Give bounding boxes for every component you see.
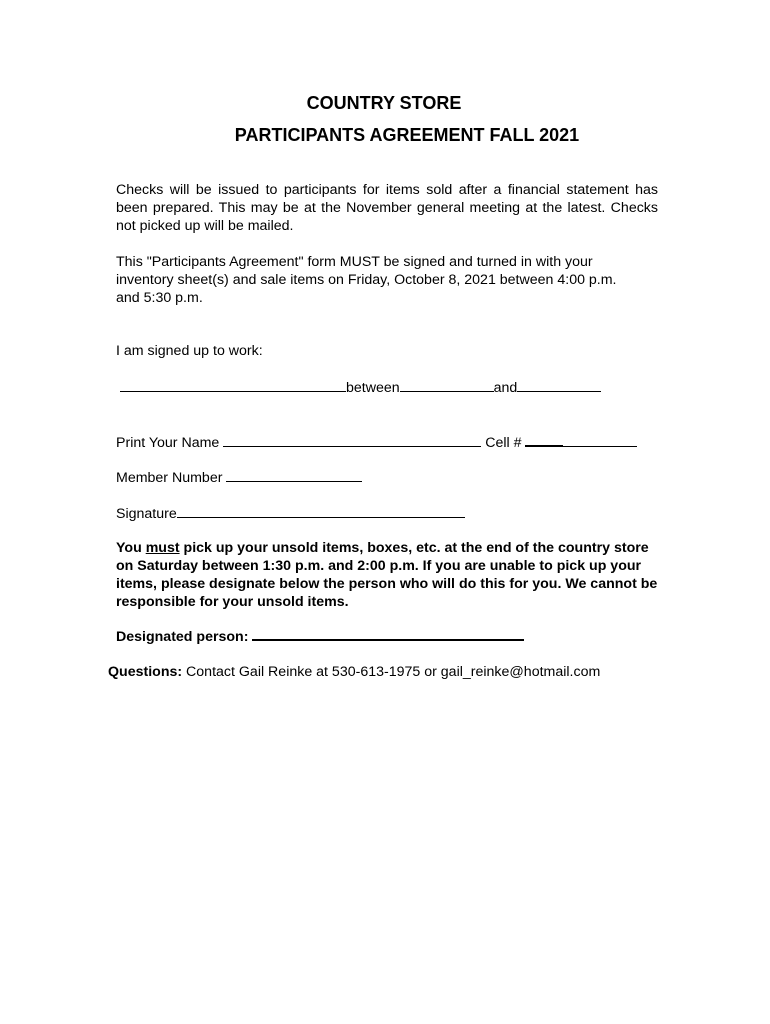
work-start-field[interactable] bbox=[400, 377, 494, 392]
warning-emphasis: must bbox=[145, 540, 180, 556]
name-cell-row bbox=[116, 431, 637, 452]
member-number-row bbox=[116, 467, 362, 487]
print-name-label: Print Your Name bbox=[116, 435, 220, 451]
agreement-paragraph: This "Participants Agreement" form MUST be signed and turned in with your inventory sheet(s) and sale items on Friday, October 8, 2021 between 4:00 p.m. and 5:30 p.m. bbox=[116, 254, 617, 306]
questions-label: Questions: bbox=[108, 664, 183, 680]
checks-paragraph: Checks will be issued to participants for items sold after a financial statement has been prepared. This may be at the November general meeting at the latest. Checks not picked up will be mailed. bbox=[116, 182, 658, 234]
work-end-field[interactable] bbox=[517, 377, 601, 392]
cell-label: Cell # bbox=[485, 435, 522, 451]
document-title: COUNTRY STORE bbox=[306, 93, 462, 113]
designated-person-label: Designated person: bbox=[116, 629, 249, 645]
warning-after: pick up your unsold items, boxes, etc. at the end of the country store on Saturday between 1:30 p.m. and 2:00 p.m. If you are unable to pick up your items, please designate below the person who will do this for you. We cannot be responsible for your unsold items. bbox=[116, 540, 658, 610]
designated-person-field[interactable] bbox=[252, 625, 524, 641]
signature-row bbox=[116, 503, 465, 523]
cell-field-prefix[interactable] bbox=[525, 431, 563, 447]
member-number-field[interactable] bbox=[226, 467, 362, 482]
document-subtitle: PARTICIPANTS AGREEMENT FALL 2021 bbox=[234, 125, 580, 145]
work-date-field[interactable] bbox=[120, 377, 346, 392]
signature-field[interactable] bbox=[177, 503, 465, 518]
signature-label: Signature bbox=[116, 506, 177, 522]
pickup-warning bbox=[116, 539, 661, 611]
member-number-label: Member Number bbox=[116, 470, 223, 486]
work-time-row bbox=[120, 377, 601, 397]
warning-before: You bbox=[116, 540, 146, 556]
and-label: and bbox=[493, 380, 518, 396]
questions-row bbox=[108, 663, 600, 681]
signed-up-label: I am signed up to work: bbox=[116, 343, 263, 359]
cell-field[interactable] bbox=[563, 432, 637, 447]
print-name-field[interactable] bbox=[223, 432, 481, 447]
designated-person-row bbox=[116, 625, 524, 646]
questions-contact: Contact Gail Reinke at 530-613-1975 or gail_reinke@hotmail.com bbox=[182, 664, 601, 680]
between-label: between bbox=[346, 380, 400, 396]
